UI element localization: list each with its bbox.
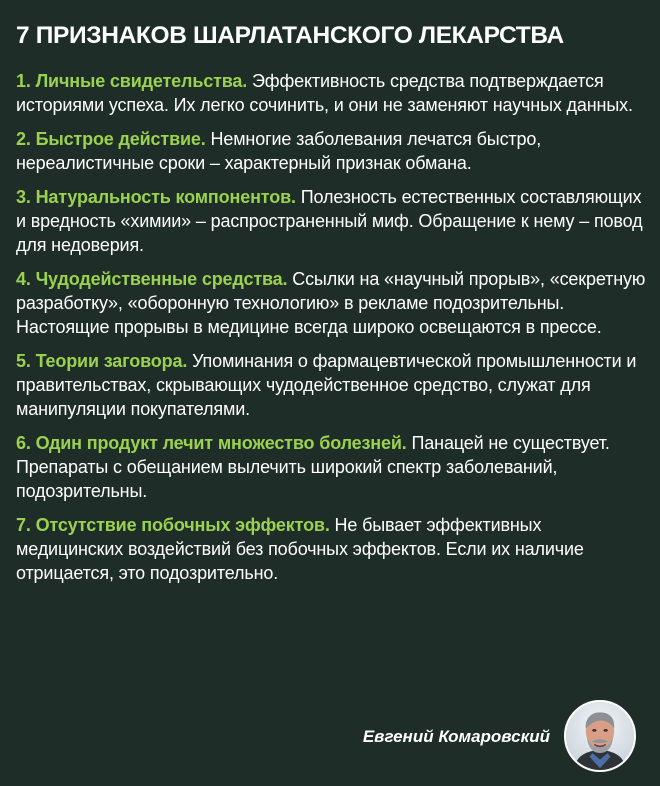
list-item-6: [16, 431, 646, 503]
item-heading: 6. Один продукт лечит множество болезней.: [16, 433, 407, 453]
item-heading: 2. Быстрое действие.: [16, 129, 206, 149]
list-item-1: [16, 69, 646, 117]
list-item-7: [16, 513, 646, 585]
item-text: Ссылки на «научный прорыв», «секретную разработку», «оборонную технологию» в рекламе подозрительны. Настоящие прорывы в медицине всегда широко освещаются в прессе.: [16, 269, 646, 337]
item-heading: 4. Чудодейственные средства.: [16, 269, 288, 289]
item-text: Упоминания о фармацевтической промышленности и правительствах, скрывающих чудодейственное средство, служат для манипуляции покупателями.: [16, 351, 637, 419]
page-title: 7 ПРИЗНАКОВ ШАРЛАТАНСКОГО ЛЕКАРСТВА: [16, 22, 564, 49]
signs-list: [16, 69, 646, 585]
item-text: Панацей не существует. Препараты с обещанием вылечить широкий спектр заболеваний, подозрительны.: [16, 433, 610, 501]
item-heading: 3. Натуральность компонентов.: [16, 187, 296, 207]
item-text: Полезность естественных составляющих и вредность «химии» – распространенный миф. Обращение к нему – повод для недоверия.: [16, 187, 643, 255]
list-item-2: [16, 127, 646, 175]
item-text: Не бывает эффективных медицинских воздействий без побочных эффектов. Если их наличие отрицается, это подозрительно.: [16, 515, 584, 583]
avatar: [564, 700, 636, 772]
list-item-3: [16, 185, 646, 257]
author-portrait-icon: [566, 702, 634, 770]
item-heading: 7. Отсутствие побочных эффектов.: [16, 515, 330, 535]
author-signature: Евгений Комаровский: [362, 727, 550, 746]
item-heading: 5. Теории заговора.: [16, 351, 188, 371]
list-item-5: [16, 349, 646, 421]
item-text: Немногие заболевания лечатся быстро, нереалистичные сроки – характерный признак обмана.: [16, 129, 542, 173]
item-heading: 1. Личные свидетельства.: [16, 71, 248, 91]
item-text: Эффективность средства подтверждается историями успеха. Их легко сочинить, и они не заменяют научных данных.: [16, 71, 633, 115]
list-item-4: [16, 267, 646, 339]
